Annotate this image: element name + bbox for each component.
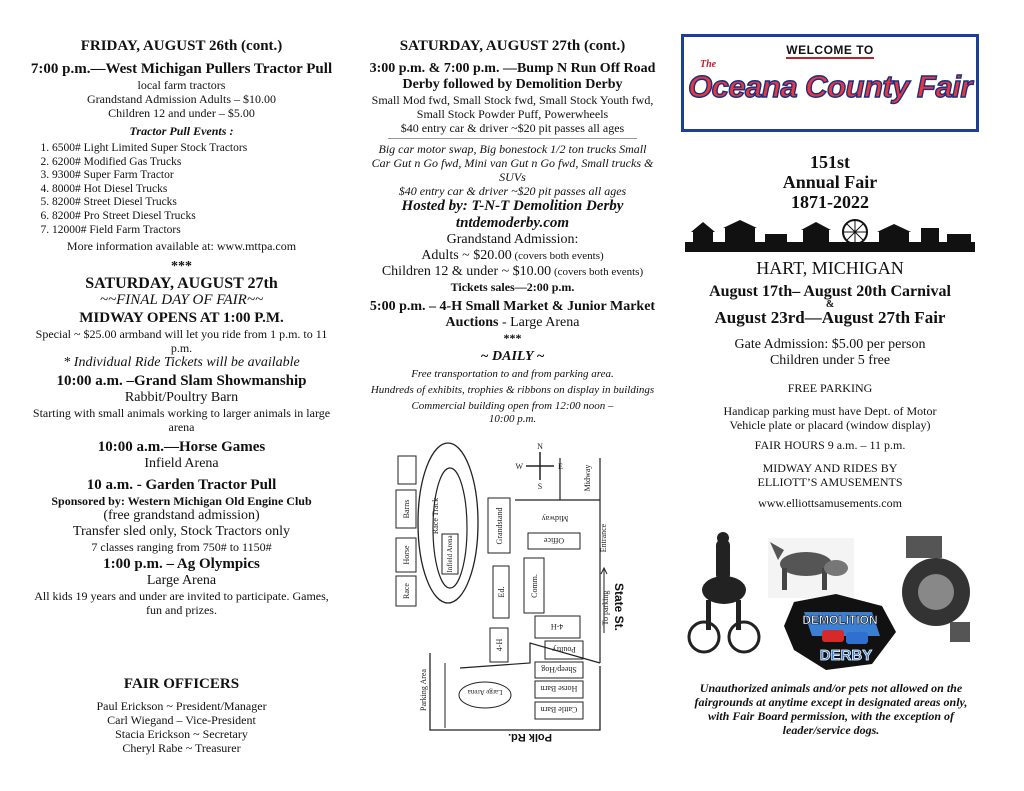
map-race-track: Race Track [431,497,440,535]
ticket-sales: Tickets sales—2:00 p.m. [450,280,575,294]
map-office: Office [543,536,565,545]
left-column [0,0,345,791]
daily-heading: ~ DAILY ~ [480,349,545,364]
pull-admission-children: Children 12 and under – $5.00 [108,106,255,120]
compass-w: W [515,462,523,471]
daily-commercial: Commercial building open from 12:00 noon – 10:00 p.m. [411,400,614,425]
draft-horses-image [768,538,854,598]
welcome-text: WELCOME TO [786,43,874,57]
compass-s: S [537,482,543,491]
map-midway-v: Midway [583,464,592,492]
pull-admission-adults: Grandstand Admission Adults – $10.00 [86,92,276,106]
map-parking-area: Parking Area [419,669,428,711]
map-4h: 4-H [495,638,504,652]
map-cattle-barn: Cattle Barn [540,705,578,714]
race-track-outer [418,443,478,603]
grandstand-admission: Grandstand Admission: [446,232,579,247]
map-horse: Horse [402,545,411,565]
event-item: 2. 6200# Modified Gas Trucks [52,156,333,170]
free-parking: FREE PARKING [787,381,873,395]
map-grandstand: Grandstand [495,507,504,545]
pull-subtitle: local farm tractors [137,78,226,92]
ampersand: & [825,299,835,310]
map-midway-h: Midway [541,514,569,523]
event-item: 6. 8200# Pro Street Diesel Trucks [52,210,333,224]
derby2-classes: Big car motor swap, Big bonestock 1/2 ton trucks Small Car Gut n Go fwd, Mini van Gut n Go fwd, Small trucks & SUVs [371,142,654,184]
small-market: 5:00 p.m. – 4-H Small Market & Junior Market Auctions - Large Arena [369,299,656,330]
unauthorized-notice: Unauthorized animals and/or pets not allowed on the fairgrounds at anytime except in designated areas only, with Fair Board permission, with the exception of leader/service dogs. [694,681,968,737]
infield-arena: Infield Arena [144,456,219,472]
fair-hours: FAIR HOURS 9 a.m. – 11 p.m. [754,438,906,452]
fair-banner [681,34,979,132]
demolition-derby-logo [784,594,896,670]
derby-classes: Small Mod fwd, Small Stock fwd, Small Stock Youth fwd, Small Stock Powder Puff, Powerwheels [371,93,654,121]
annual-fair: Annual Fair [782,172,878,192]
map-to-parking: To parking [601,590,610,626]
tractor-pull-title: 7:00 p.m.—West Michigan Pullers Tractor Pull [30,61,333,77]
derby-fee: $40 entry car & driver ~$20 pit passes all ages [400,121,625,135]
map-large-arena: Large Arena [467,688,503,696]
fairgrounds-map [390,438,645,748]
elliotts-website: www.elliottsamusements.com [758,496,902,510]
final-day: ~~FINAL DAY OF FAIR~~ [99,292,264,309]
event-item: 7. 12000# Field Farm Tractors [52,224,333,238]
stars-divider: *** [171,259,192,275]
derby-website: tntdemoderby.com [455,215,570,231]
horse-games-title: 10:00 a.m.—Horse Games [97,439,266,456]
garden-pull-title: 10 a.m. - Garden Tractor Pull [86,477,277,494]
rabbit-barn: Rabbit/Poultry Barn [124,390,239,406]
compass-icon [526,452,554,480]
handicap-parking: Handicap parking must have Dept. of Motor Vehicle plate or placard (window display) [723,404,937,432]
map-4h-2: 4-H [550,622,564,631]
tractor-events-list [30,142,333,237]
event-item: 1. 6500# Light Limited Super Stock Tractors [52,142,333,156]
map-barns: Barns [402,499,411,519]
kids-invite: All kids 19 years and under are invited to participate. Games, fun and prizes. [34,589,329,618]
ag-olympics-title: 1:00 p.m. – Ag Olympics [103,556,260,573]
compass-n: N [537,442,543,451]
officers-heading: FAIR OFFICERS [123,676,240,692]
derby-logo-text-2: DERBY [819,647,873,664]
derby2-fee: $40 entry car & driver ~$20 pit passes all ages [398,184,627,198]
compass-e: E [558,462,563,471]
transfer-sled: Transfer sled only, Stock Tractors only [72,524,291,540]
harness-horse-image [689,532,759,652]
hosted-by: Hosted by: T-N-T Demolition Derby [401,198,624,214]
stars-divider-2: *** [503,331,522,345]
saturday-heading: SATURDAY, AUGUST 27th [85,275,278,293]
map-infield-arena: Infield Arena [446,535,454,573]
ag-large-arena: Large Arena [146,573,217,589]
free-grandstand: (free grandstand admission) [103,508,260,524]
map-race: Race [402,583,411,599]
fair-officers [30,676,333,755]
fair-skyline-image [685,218,975,252]
showmanship-note: Starting with small animals working to larger animals in large arena [32,406,331,435]
friday-heading: FRIDAY, AUGUST 26th (cont.) [80,38,283,54]
year-range: 1871-2022 [791,192,869,212]
the-text: The [700,59,717,70]
daily-transport: Free transportation to and from parking area. [411,368,614,380]
fair-name-logo: Oceana County Fair [688,69,972,104]
map-poultry: Poultry [552,645,576,654]
tractor-pull-image [902,536,970,642]
midway-opens: MIDWAY OPENS AT 1:00 P.M. [79,310,284,327]
events-heading: Tractor Pull Events : [129,124,234,138]
saturday-cont-heading: SATURDAY, AUGUST 27th (cont.) [399,38,626,54]
armband-special: Special ~ $25.00 armband will let you ride from 1 p.m. to 11 p.m. [35,327,328,356]
map-horse-barn: Horse Barn [540,684,578,693]
ride-tickets: * Individual Ride Tickets will be available [63,355,300,371]
map-polk-rd: Polk Rd. [507,731,553,743]
adults-price: Adults ~ $20.00 (covers both events) [421,248,604,263]
officer-name: Stacia Erickson ~ Secretary [115,727,248,741]
carnival-dates: August 17th– August 20th Carnival [709,283,951,300]
fair-dates: August 23rd—August 27th Fair [714,308,946,327]
small-building [398,456,416,484]
grand-slam-title: 10:00 a.m. –Grand Slam Showmanship [56,373,307,390]
location: HART, MICHIGAN [756,258,904,278]
map-ed: Ed. [497,586,506,598]
gate-admission: Gate Admission: $5.00 per person [734,337,926,352]
derby-title: 3:00 p.m. & 7:00 p.m. —Bump N Run Off Road Derby followed by Demolition Derby [369,61,656,92]
more-info: More information available at: www.mttpa.com [66,239,297,254]
derby-logo-text-1: DEMOLITION [802,613,878,627]
children-price: Children 12 & under ~ $10.00 (covers both events) [381,264,644,279]
children-free: Children under 5 free [769,353,891,368]
map-comm: Comm. [530,574,539,598]
officer-name: Paul Erickson ~ President/Manager [96,699,267,713]
classes-range: 7 classes ranging from 750# to 1150# [91,540,272,555]
event-item: 4. 8000# Hot Diesel Trucks [52,183,333,197]
midway-rides: MIDWAY AND RIDES BY ELLIOTT’S AMUSEMENTS [757,461,903,489]
event-item: 3. 9300# Super Farm Tractor [52,169,333,183]
event-item: 5. 8200# Street Diesel Trucks [52,196,333,210]
officer-name: Cheryl Rabe ~ Treasurer [122,741,241,755]
fair-artwork [686,532,976,672]
officer-name: Carl Wiegand – Vice-President [107,713,256,727]
right-column [675,0,985,791]
map-state-st: State St. [612,583,626,632]
anniversary: 151st [810,152,850,172]
map-sheep-hog: Sheep/Hog [541,665,577,674]
daily-exhibits: Hundreds of exhibits, trophies & ribbons on display in buildings [370,384,655,396]
sponsored-by: Sponsored by: Western Michigan Old Engine Club [51,494,312,509]
map-entrance: Entrance [599,523,608,553]
